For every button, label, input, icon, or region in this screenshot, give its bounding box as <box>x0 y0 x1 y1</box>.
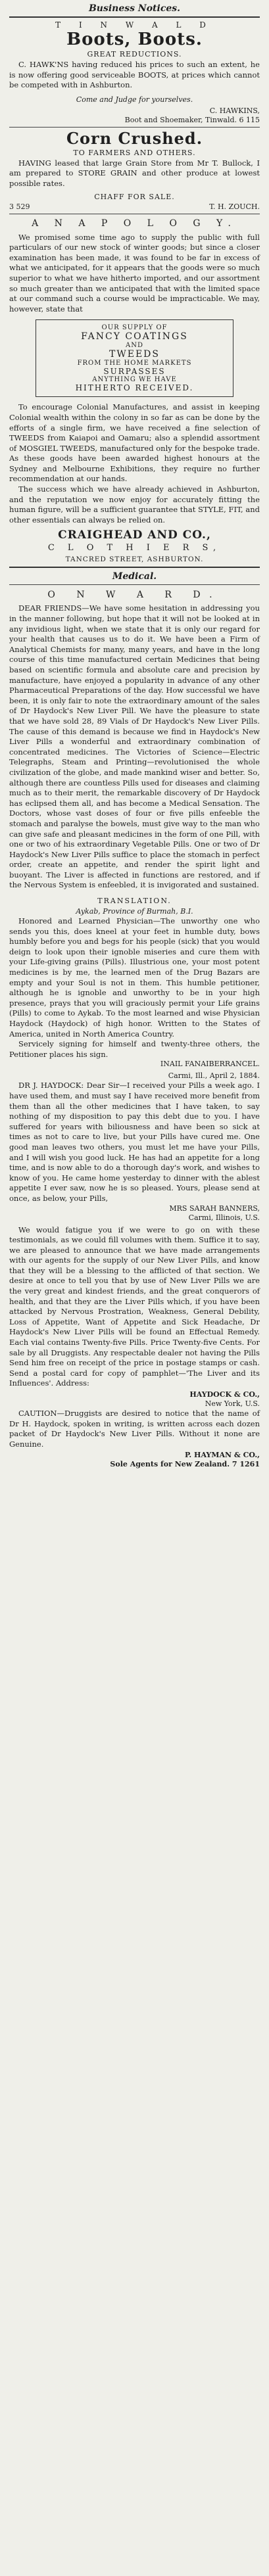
ad-place-heading: T I N W A L D <box>55 20 214 30</box>
ad-body: HAVING leased that large Grain Store from Mr T. Bullock, I am prepared to STORE GRAIN and other produce at lowest possible rates. <box>9 158 260 188</box>
box-line: SURPASSES <box>103 367 166 377</box>
firm-trade: C L O T H I E R S, <box>47 543 222 553</box>
ad-signature: T. H. ZOUCH. <box>209 202 260 211</box>
translation-heading: TRANSLATION. <box>97 897 172 906</box>
ad-title: Corn Crushed. <box>66 128 203 148</box>
agent-line: Sole Agents for New Zealand. 7 1261 <box>110 1460 260 1469</box>
ad-corn-crushed <box>9 129 260 212</box>
ad-subtitle: GREAT REDUCTIONS. <box>87 50 182 59</box>
ad-body: We would fatigue you if we were to go on with these testimonials, as we could fill volumes with them. Suffice it to say, we are pleased to announce that we have made arrangements with our agents for the supply of our New Liver Pills, and know that they will be a blessing to the afflicted of that section. We desire at once to tell you that by use of New Liver Pills we are the very great and kindest friends, and the great conquerors of health, and that they are the Liver Pills which, if you have been attacked by Nervous Prostration, Weakness, General Debility, Loss of Appetite, Want of Appetite and Sick Headache, Dr Haydock's New Liver Pills will be found an Effectual Remedy. Each vial contains Twenty-five Pills. Price Twenty-five Cents. For sale by all Druggists. Any respectable dealer not having the Pills Send him free on receipt of the price in postage stamps or cash. Send a postal card for copy of pamphlet—'The Liver and its Influences'. Address: <box>9 1225 260 1388</box>
testimonial-place: Carmi, Ill., April 2, 1884. <box>168 1071 260 1081</box>
ad-apology <box>9 217 260 565</box>
ad-title: A N A P O L O G Y. <box>32 218 237 229</box>
translation-close: Servicely signing for himself and twenty-three others, the Petitioner places his sign. <box>9 1039 260 1059</box>
translation-body: Honored and Learned Physician—The unworthy one who sends you this, does kneel at your feet in humble duty, bows humbly before you and begs for his people (sick) that you would deign to look upon their ignoble miseries and cure them with your Life-giving grains (Pills). Illustrious one, your most potent medicines is by me, the learned men of the Drug Bazars are empty and your Soul is not in them. This humble petitioner, although he is ignoble and unworthy to be in your high presence, prays that you will graciously permit your Life grains (Pills) to come to Aykab. To the most learned and wise Physician Haydock (Haydock) of high honor. Written to the States of America, united in North America Country. <box>9 916 260 1039</box>
ad-body: We promised some time ago to supply the public with full particulars of our new stock of winter goods; but since a closer examination has been made, it was found to be far in excess of what we anticipated, for it appears that the goods were so much superior to what we have hitherto imported, and our assortment so much greater than we anticipated that with the limited space at our command such a course would be impracticable. We may, however, state that <box>9 232 260 314</box>
divider <box>9 127 260 128</box>
ad-signature-row <box>9 202 260 212</box>
section-heading-business: Business Notices. <box>88 3 181 14</box>
caution-notice: CAUTION—Druggists are desired to notice that the name of Dr H. Haydock, spoken in writing, is written across each dozen packet of Dr Haydock's New Liver Pills. Without it none are Genuine. <box>9 1409 260 1449</box>
box-line: FANCY COATINGS <box>81 331 188 342</box>
ad-cta: Come and Judge for yourselves. <box>76 95 193 104</box>
ad-hawkins-boots <box>9 20 260 125</box>
ad-feature-box <box>36 319 233 397</box>
divider <box>9 16 260 18</box>
divider <box>9 584 260 585</box>
firm-address: TANCRED STREET, ASHBURTON. <box>65 555 204 564</box>
box-line: ANYTHING WE HAVE <box>92 376 177 384</box>
agent-name: P. HAYMAN & CO., <box>184 1451 260 1460</box>
box-line: FROM THE HOME MARKETS <box>77 360 192 367</box>
ad-title: Boots, Boots. <box>66 30 203 49</box>
box-line: HITHERTO RECEIVED. <box>75 383 194 393</box>
translation-place: Aykab, Province of Burmah, B.I. <box>76 907 193 916</box>
ad-signature-line: Boot and Shoemaker, Tinwald. 6 115 <box>124 115 260 124</box>
firm-name: CRAIGHEAD AND CO., <box>58 528 211 542</box>
translation-signature: INAIL FANAIBERRANCEL. <box>160 1060 260 1069</box>
testimonial-body: DR J. HAYDOCK: Dear Sir—I received your Pills a week ago. I have used them, and must say I have received more benefit from them than all the other medicines that I have taken, to say nothing of my disposition to pay this debt due to you. I have suffered for years with biliousness and have been so sick at times as not to care to live, but your Pills have cured me. One good man leaves two others, you must let me have your Pills, and I will wish you good luck. He has had an appetite for a long time, and is now able to do a thorough day's work, and wishes to know of you. He came home yesterday to dinner with the ablest appetite I ever saw, now he is so pleased. Yours, please send at once, as below, your Pills, <box>9 1081 260 1203</box>
ad-body: To encourage Colonial Manufactures, and assist in keeping Colonial wealth within the colony in so far as can be done by the efforts of a single firm, we have received a fine selection of TWEEDS from Kaiapoi and Oamaru; also a splendid assortment of MOSGIEL TWEEDS, manufactured only for the bespoke trade. As these goods have been awarded highest honours at the Sydney and Melbourne Exhibitions, they require no further recommendation at our hands. <box>9 402 260 484</box>
testimonial-signature-place: Carmi, Illinois, U.S. <box>188 1213 260 1222</box>
ad-body: The success which we have already achieved in Ashburton, and the reputation we now enjoy for accurately fitting the human figure, will be a sufficient guarantee that STYLE, FIT, and other essentials can always be relied on. <box>9 484 260 525</box>
ad-chaff: CHAFF FOR SALE. <box>94 192 175 201</box>
firm-name: HAYDOCK & CO., <box>189 1390 260 1399</box>
ad-body: C. HAWK'NS having reduced his prices to such an extent, he is now offering good serviceable BOOTS, at prices which cannot be competed with in Ashburton. <box>9 60 260 90</box>
ad-ref: 3 529 <box>9 202 30 211</box>
ad-subtitle: TO FARMERS AND OTHERS. <box>73 148 196 157</box>
box-line: TWEEDS <box>109 349 160 360</box>
section-heading-medical: Medical. <box>112 571 157 582</box>
ad-body: DEAR FRIENDS—We have some hesitation in addressing you in the manner following, but hope that it will not be looked at in any invidious light, when we state that it is only our regard for your health that causes us to do it. We have been a Firm of Analytical Chemists for many, many years, and have in the long course of this time manufactured certain Medicines that being based on scientific formula and absolute care and precision by manufacture, have enjoyed a popularity in advance of any other Pharmaceutical Preparations of the day. How successful we have been, it is only fair to note the extraordinary amount of the sales of Dr Haydock's New Liver Pill. We have the pleasure to state that we have sold 28, 89 Vials of Dr Haydock's New Liver Pills. The cause of this demand is because we find in Haydock's New Liver Pills a wonderful and extraordinary combination of concentrated medicines. The Victories of Science—Electric Telegraphs, Steam and Printing—revolutionised the whole civilization of the globe, and made mankind wiser and better. So, although there are countless Pills used for diseases and claiming much as to their merit, the remarkable discovery of Dr Haydock has eclipsed them all, and has become a Medical Sensation. The Doctors, whose vast doses of four or five pills enfeeble the stomach and paralyse the bowels, must give way to the man who can give safe and pleasant medicines in the form of one Pill, with one or two of his extraordinary Vegetable Pills. One or two of Dr Haydock's New Liver Pills suffice to place the stomach in perfect order, create an appetite, and render the spirit light and buoyant. The Liver is affected in functions are restored, and if the Nervous System is enfeebled, it is invigorated and sustained. <box>9 603 260 890</box>
ad-title: O N W A R D. <box>47 590 222 601</box>
ad-signature-name: C. HAWKINS, <box>209 106 260 115</box>
ad-onward <box>9 588 260 1469</box>
divider <box>9 567 260 568</box>
box-line: OUR SUPPLY OF <box>101 324 168 332</box>
testimonial-signature: MRS SARAH BANNERS, <box>169 1204 260 1213</box>
firm-place: New York, U.S. <box>205 1399 260 1408</box>
box-line: AND <box>126 342 143 350</box>
